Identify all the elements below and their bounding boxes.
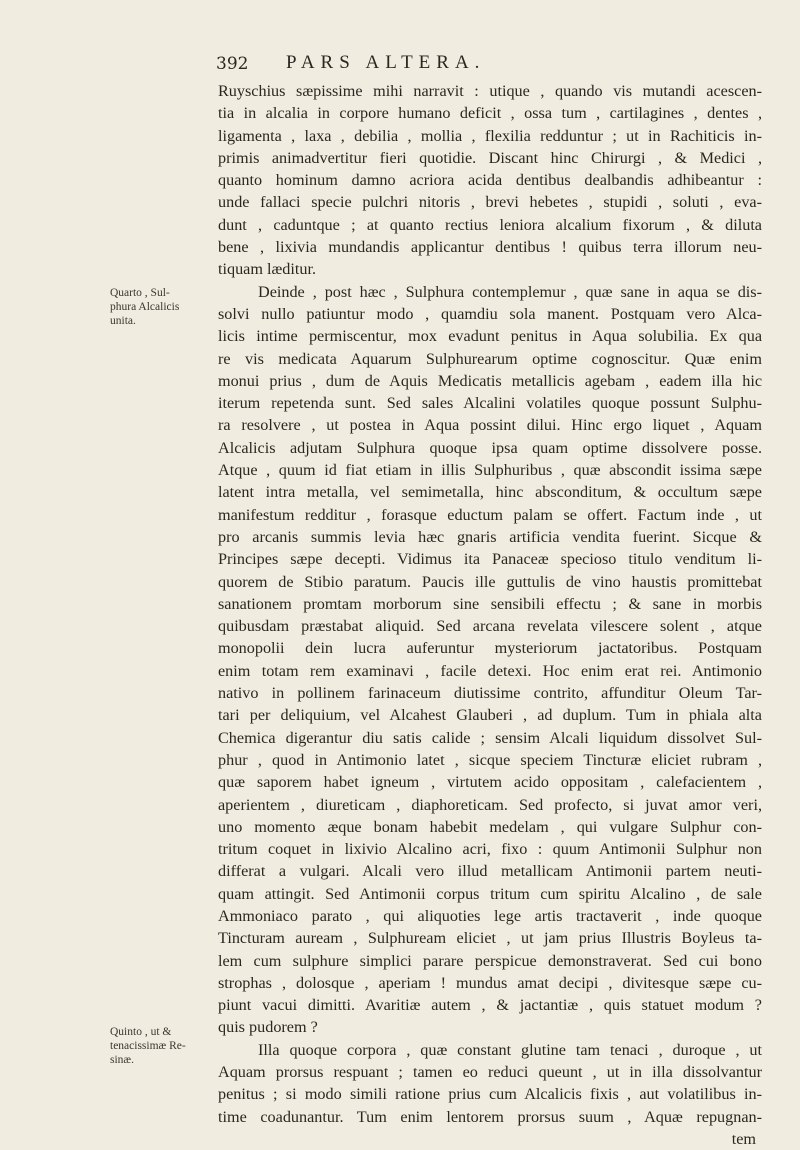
text-line: quæ saporem habet igneum , virtutem acido oppositam , calefacientem , (218, 773, 762, 792)
text-line: strophas , dolosque , aperiam ! mundus amat decipi , divitesque sæpe cu- (218, 973, 762, 992)
catchword: tem (731, 1129, 756, 1148)
text-line: Illa quoque corpora , quæ constant glutine tam tenaci , duroque , ut (258, 1040, 762, 1059)
text-line: quam attingit. Sed Antimonii corpus tritum cum spiritu Alcalino , de sale (218, 884, 762, 903)
page-header (216, 54, 756, 80)
margin-note-line: Quarto , Sul- (110, 287, 170, 299)
text-line: bene , lixivia mundandis applicantur dentibus ! quibus terra illorum neu- (218, 238, 762, 257)
text-line: nativo in pollinem farinaceum diutissime contrito, affunditur Oleum Tar- (218, 684, 762, 703)
text-line: re vis medicata Aquarum Sulphurearum optime cognoscitur. Quæ enim (218, 349, 762, 368)
text-line: tritum coquet in lixivio Alcalino acri, fixo : quum Antimonii Sulphur non (218, 840, 762, 859)
margin-note-line: Quinto , ut & (110, 1026, 172, 1038)
text-line: phur , quod in Antimonio latet , sicque speciem Tincturæ eliciet rubram , (218, 750, 762, 769)
text-line: Principes sæpe decepti. Vidimus ita Panaceæ specioso titulo venditum li- (218, 550, 762, 569)
margin-note-line: unita. (110, 315, 136, 327)
margin-note-line: phura Alcalicis (110, 301, 180, 313)
text-line: unde fallaci specie pulchri nitoris , brevi hebetes , stupidi , soluti , eva- (218, 193, 762, 212)
text-line: differat a vulgari. Alcali vero illud metallicam Antimonii partem neuti- (218, 862, 762, 881)
text-line: licis intime permiscentur, mox evadunt penitus in Aqua solubilia. Ex qua (218, 327, 762, 346)
text-line: pro arcanis summis levia hæc gnaris artificia vendita fuerint. Sicque & (218, 527, 762, 546)
text-line: ligamenta , laxa , debilia , mollia , flexilia redduntur ; ut in Rachiticis in- (218, 126, 762, 145)
text-line: uno momento æque bonam habebit medelam , qui vulgare Sulphur con- (218, 817, 762, 836)
margin-note-line: tenacissimæ Re- (110, 1040, 186, 1052)
margin-note (110, 1025, 210, 1067)
text-line: piunt vacui dimitti. Avaritiæ autem , & jactantiæ , quis statuet modum ? (218, 996, 762, 1015)
running-head: PARS ALTERA. (286, 52, 486, 73)
text-line: latent intra metalla, vel semimetalla, hinc absconditum, & occultum sæpe (218, 483, 762, 502)
text-line: quis pudorem ? (218, 1018, 318, 1037)
text-line: Deinde , post hæc , Sulphura contemplemur , quæ sane in aqua se dis- (258, 282, 762, 301)
text-line: sanationem promtam morborum sine sensibili effectu ; & sane in morbis (218, 594, 762, 613)
text-line: solvi nullo patiuntur modo , quamdiu sola manent. Postquam vero Alca- (218, 304, 762, 323)
text-line: aperientem , diureticam , diaphoreticam. Sed profecto, si juvat amor veri, (218, 795, 762, 814)
text-line: quanto hominum damno acriora acida dentibus dealbandis adhibeantur : (218, 171, 762, 190)
text-line: dunt , caduntque ; at quanto rectius leniora alcalium fixorum , & diluta (218, 215, 762, 234)
text-line: Chemica digerantur diu satis calide ; sensim Alcali liquidum dissolvet Sul- (218, 728, 762, 747)
text-line: monui prius , dum de Aquis Medicatis metallicis agebam , eadem illa hic (218, 371, 762, 390)
margin-note-line: sinæ. (110, 1054, 134, 1066)
text-line: ra resolvere , ut postea in Aqua possint dilui. Hinc ergo liquet , Aquam (218, 416, 762, 435)
text-line: tiquam læditur. (218, 260, 317, 279)
text-line: penitus ; si modo simili ratione prius cum Alcalicis fixis , aut volatilibus in- (218, 1085, 762, 1104)
text-line: Aquam prorsus respuant ; tamen eo reduci queunt , ut in illa dissolvantur (218, 1063, 762, 1082)
text-line: iterum repetenda sunt. Sed sales Alcalini volatiles quoque possunt Sulphu- (218, 394, 762, 413)
text-line: Tincturam auream , Sulphuream eliciet , ut jam prius Illustris Boyleus ta- (218, 929, 762, 948)
page-number: 392 (216, 54, 249, 74)
text-line: Ammoniaco parato , qui aliquoties lege artis tractaverit , inde quoque (218, 906, 762, 925)
text-line: enim totam rem examinavi , facile detexi. Hoc enim erat rei. Antimonio (218, 661, 762, 680)
text-line: lem cum sulphure simplici parare perspicue demonstraverat. Sed cui bono (218, 951, 762, 970)
text-line: quibusdam præstabat aliquid. Sed arcana revelata vilescere solent , atque (218, 617, 762, 636)
text-line: monopolii dein lucra auferuntur mysteriorum jactatoribus. Postquam (218, 639, 762, 658)
text-line: primis animadvertitur fieri quotidie. Discant hinc Chirurgi , & Medici , (218, 148, 762, 167)
text-line: Atque , quum id fiat etiam in illis Sulphuribus , quæ abscondit issima sæpe (218, 461, 762, 480)
text-line: Ruyschius sæpissime mihi narravit : utique , quando vis mutandi acescen- (218, 82, 762, 100)
text-line: Alcalicis adjutam Sulphura quoque ipsa quam optime dissolvere posse. (218, 438, 762, 457)
text-line: tari per deliquium, vel Alcahest Glauberi , ad duplum. Tum in phiala alta (218, 706, 762, 725)
margin-note (110, 286, 210, 328)
body-text (218, 80, 762, 1150)
text-line: tia in alcalia in corpore humano deficit , ossa tum , cartilagines , dentes , (218, 104, 762, 123)
text-line: manifestum redditur , forasque eductum palam se offert. Factum inde , ut (218, 505, 762, 524)
text-line: time coadunantur. Tum enim lentorem prorsus suum , Aquæ repugnan- (218, 1107, 762, 1126)
text-line: quorem de Stibio paratum. Paucis ille guttulis de vino haustis promittebat (218, 572, 762, 591)
